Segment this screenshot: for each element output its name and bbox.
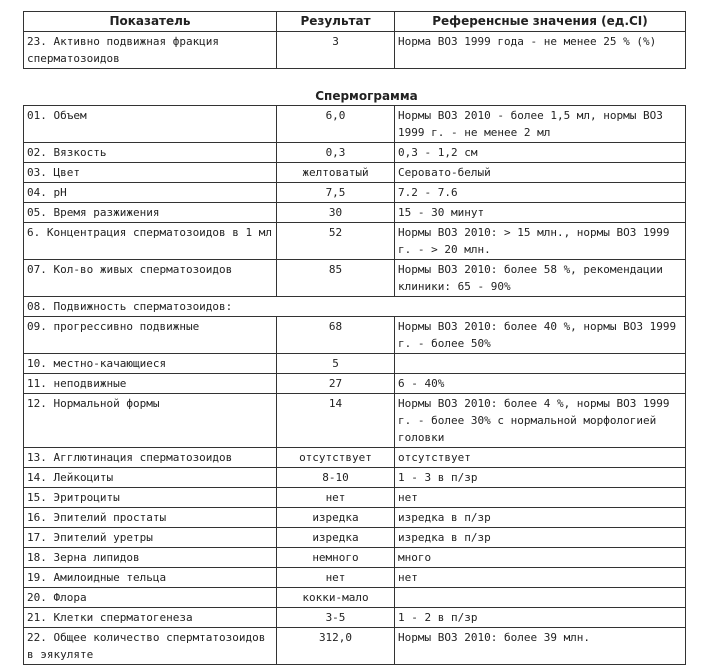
table-row [24, 106, 686, 143]
indicator-cell: 6. Концентрация сперматозоидов в 1 мл [24, 223, 277, 260]
table-row [24, 32, 686, 69]
indicator-cell: 21. Клетки сперматогенеза [24, 608, 277, 628]
result-cell: 3 [277, 32, 395, 69]
reference-cell: Нормы ВОЗ 2010: более 39 млн. [395, 628, 686, 665]
result-cell: 14 [277, 394, 395, 448]
indicator-cell: 22. Общее количество спермтатозоидов в эякуляте [24, 628, 277, 665]
table-row [24, 468, 686, 488]
table-row [24, 183, 686, 203]
result-cell: нет [277, 488, 395, 508]
result-cell: отсутствует [277, 448, 395, 468]
table-row [24, 354, 686, 374]
indicator-cell: 17. Эпителий уретры [24, 528, 277, 548]
reference-cell: Нормы ВОЗ 2010: > 15 млн., нормы ВОЗ 1999 г. - > 20 млн. [395, 223, 686, 260]
table-row [24, 394, 686, 448]
reference-cell: нет [395, 568, 686, 588]
table-row [24, 203, 686, 223]
result-cell: 3-5 [277, 608, 395, 628]
indicator-cell: 23. Активно подвижная фракция сперматозоидов [24, 32, 277, 69]
reference-cell [395, 354, 686, 374]
indicator-cell: 10. местно-качающиеся [24, 354, 277, 374]
table-row [24, 608, 686, 628]
indicator-cell: 15. Эритроциты [24, 488, 277, 508]
table-row [24, 143, 686, 163]
header-result: Результат [277, 12, 395, 32]
indicator-cell: 01. Объем [24, 106, 277, 143]
result-cell: изредка [277, 528, 395, 548]
reference-cell: 1 - 2 в п/зр [395, 608, 686, 628]
result-cell: 27 [277, 374, 395, 394]
table-row [24, 374, 686, 394]
table-row [24, 508, 686, 528]
indicator-cell: 09. прогрессивно подвижные [24, 317, 277, 354]
reference-cell [395, 588, 686, 608]
table-row [24, 297, 686, 317]
indicator-cell: 18. Зерна липидов [24, 548, 277, 568]
indicator-cell: 20. Флора [24, 588, 277, 608]
result-cell: 312,0 [277, 628, 395, 665]
table-header-row [24, 12, 686, 32]
result-cell: 52 [277, 223, 395, 260]
table-row [24, 588, 686, 608]
result-cell: изредка [277, 508, 395, 528]
indicator-cell: 16. Эпителий простаты [24, 508, 277, 528]
reference-cell: Серовато-белый [395, 163, 686, 183]
table-row [24, 448, 686, 468]
result-cell: 30 [277, 203, 395, 223]
reference-cell: изредка в п/зр [395, 528, 686, 548]
result-cell: 5 [277, 354, 395, 374]
indicator-cell: 12. Нормальной формы [24, 394, 277, 448]
reference-cell: 15 - 30 минут [395, 203, 686, 223]
reference-cell: Нормы ВОЗ 2010: более 58 %, рекомендации клиники: 65 - 90% [395, 260, 686, 297]
table-row [24, 163, 686, 183]
indicator-cell: 11. неподвижные [24, 374, 277, 394]
table-row [24, 488, 686, 508]
results-table-top [23, 11, 686, 69]
table-row [24, 548, 686, 568]
result-cell: немного [277, 548, 395, 568]
reference-cell: 1 - 3 в п/зр [395, 468, 686, 488]
result-cell: кокки-мало [277, 588, 395, 608]
header-indicator: Показатель [24, 12, 277, 32]
reference-cell: Нормы ВОЗ 2010: более 40 %, нормы ВОЗ 1999 г. - более 50% [395, 317, 686, 354]
reference-cell: 6 - 40% [395, 374, 686, 394]
result-cell: желтоватый [277, 163, 395, 183]
indicator-cell: 08. Подвижность сперматозоидов: [24, 297, 686, 317]
result-cell: 0,3 [277, 143, 395, 163]
reference-cell: Норма ВОЗ 1999 года - не менее 25 % (%) [395, 32, 686, 69]
table-row [24, 568, 686, 588]
result-cell: 85 [277, 260, 395, 297]
result-cell: 68 [277, 317, 395, 354]
reference-cell: отсутствует [395, 448, 686, 468]
spermogram-table [23, 105, 686, 665]
indicator-cell: 04. pH [24, 183, 277, 203]
indicator-cell: 13. Агглютинация сперматозоидов [24, 448, 277, 468]
header-reference: Референсные значения (ед.СI) [395, 12, 686, 32]
reference-cell: много [395, 548, 686, 568]
result-cell: 8-10 [277, 468, 395, 488]
indicator-cell: 19. Амилоидные тельца [24, 568, 277, 588]
indicator-cell: 02. Вязкость [24, 143, 277, 163]
indicator-cell: 03. Цвет [24, 163, 277, 183]
reference-cell: Нормы ВОЗ 2010 - более 1,5 мл, нормы ВОЗ 1999 г. - не менее 2 мл [395, 106, 686, 143]
indicator-cell: 14. Лейкоциты [24, 468, 277, 488]
table-row [24, 528, 686, 548]
reference-cell: нет [395, 488, 686, 508]
indicator-cell: 05. Время разжижения [24, 203, 277, 223]
reference-cell: 7.2 - 7.6 [395, 183, 686, 203]
table-row [24, 317, 686, 354]
reference-cell: 0,3 - 1,2 см [395, 143, 686, 163]
result-cell: 6,0 [277, 106, 395, 143]
indicator-cell: 07. Кол-во живых сперматозоидов [24, 260, 277, 297]
result-cell: 7,5 [277, 183, 395, 203]
reference-cell: Нормы ВОЗ 2010: более 4 %, нормы ВОЗ 1999 г. - более 30% с нормальной морфологией головки [395, 394, 686, 448]
section-title: Спермограмма [315, 89, 418, 103]
table-row [24, 260, 686, 297]
result-cell: нет [277, 568, 395, 588]
reference-cell: изредка в п/зр [395, 508, 686, 528]
table-row [24, 628, 686, 665]
table-row [24, 223, 686, 260]
